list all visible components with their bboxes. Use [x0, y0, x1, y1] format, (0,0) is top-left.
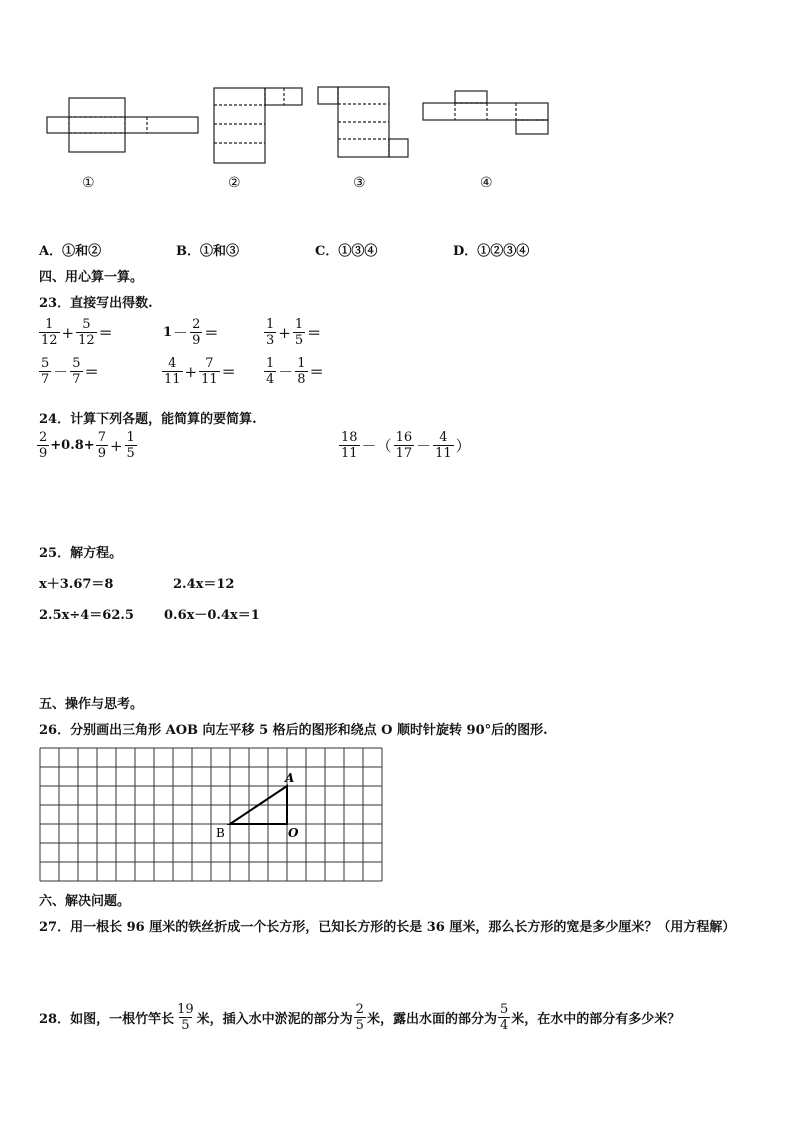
cube-nets-figure — [0, 0, 794, 200]
fraction: $\frac{5}{7}$ — [41, 356, 50, 387]
fraction: $\frac{19}{5}$ — [177, 1002, 194, 1033]
figure-label-2: ② — [228, 175, 241, 191]
fraction: $\frac{18}{11}$ — [341, 430, 358, 461]
fraction: $\frac{1}{8}$ — [297, 356, 306, 387]
fraction: $\frac{2}{5}$ — [355, 1002, 364, 1033]
figure-label-4: ④ — [480, 175, 493, 191]
fraction: $\frac{1}{3}$ — [266, 317, 275, 348]
choice-c-text: ①③④ — [338, 244, 378, 259]
fraction: $\frac{5}{4}$ — [499, 1002, 509, 1033]
label-o: O — [288, 826, 299, 840]
q26-title: 26．分别画出三角形 AOB 向左平移 5 格后的图形和绕点 O 顺时针旋转 90°后的图形. — [39, 723, 548, 738]
q27-text: 27．用一根长 96 厘米的铁丝折成一个长方形，已知长方形的长是 36 厘米，那么长方形的宽是多少厘米？（用方程解） — [39, 920, 736, 935]
q23-title: 23．直接写出得数. — [39, 296, 153, 311]
choice-b-text: ①和③ — [200, 244, 240, 259]
q28-text — [39, 1002, 680, 1033]
q24-title: 24．计算下列各题，能简算的要简算. — [39, 412, 257, 427]
q25-equation-3: 2.5x÷4＝62.5 — [39, 608, 134, 623]
fraction: $\frac{2}{9}$ — [39, 430, 48, 461]
fraction: $\frac{7}{11}$ — [201, 356, 218, 387]
q25-title: 25．解方程。 — [39, 546, 123, 561]
choice-d-letter: D． — [453, 244, 478, 259]
section-6-title: 六、解决问题。 — [39, 894, 131, 909]
net-2 — [214, 88, 302, 163]
q28-part-3: 米，露出水面的部分为 — [366, 1012, 497, 1027]
fraction: $\frac{4}{11}$ — [435, 430, 452, 461]
section-4-title: 四、用心算一算。 — [39, 270, 144, 285]
grid-lines — [40, 748, 382, 881]
fraction: $\frac{5}{7}$ — [72, 356, 81, 387]
q23-item-3: $\frac{1}{3}$ + $\frac{1}{5}$ ＝ — [266, 317, 322, 348]
fraction: $\frac{4}{11}$ — [164, 356, 181, 387]
label-a: A — [285, 771, 295, 785]
choice-d — [453, 240, 529, 259]
q25-equation-4: 0.6x－0.4x＝1 — [164, 608, 260, 623]
section-5-title: 五、操作与思考。 — [39, 697, 144, 712]
fraction: $\frac{1}{4}$ — [266, 356, 275, 387]
choice-d-text: ①②③④ — [477, 244, 530, 259]
fraction: $\frac{1}{5}$ — [294, 317, 304, 348]
fraction: $\frac{1}{12}$ — [41, 317, 58, 348]
net-4 — [423, 91, 548, 134]
choice-a — [39, 240, 101, 259]
fraction: $\frac{5}{12}$ — [78, 317, 95, 348]
q26-grid-figure — [30, 740, 390, 890]
q25-equation-1: x＋3.67＝8 — [39, 577, 114, 592]
q24-expression-2: $\frac{18}{11}$ －（ $\frac{16}{17}$ － $\frac{4}{11}$ ） — [341, 430, 471, 461]
choice-b-letter: B． — [176, 244, 200, 259]
label-b: B — [216, 826, 225, 840]
q23-item-1: $\frac{1}{12}$ + $\frac{5}{12}$ ＝ — [41, 317, 113, 348]
net-1 — [47, 98, 198, 152]
q28-part-4: 米，在水中的部分有多少米？ — [511, 1012, 681, 1027]
q23-item-2: 1 － $\frac{2}{9}$ ＝ — [163, 317, 219, 348]
q24-expression-1: $\frac{2}{9}$ +0.8+ $\frac{7}{9}$ + $\frac{1}{5}$ — [39, 430, 135, 461]
choice-a-letter: A． — [39, 244, 63, 259]
q25-equation-2: 2.4x＝12 — [173, 577, 235, 592]
q28-part-2: 米，插入水中淤泥的部分为 — [196, 1012, 353, 1027]
q23-item-6: $\frac{1}{4}$ － $\frac{1}{8}$ ＝ — [266, 356, 324, 387]
choice-b — [176, 240, 239, 259]
net-3 — [318, 87, 408, 157]
fraction: $\frac{1}{5}$ — [126, 430, 135, 461]
fraction: $\frac{2}{9}$ — [192, 317, 201, 348]
choice-c — [315, 240, 377, 259]
q23-item-4: $\frac{5}{7}$ － $\frac{5}{7}$ ＝ — [41, 356, 99, 387]
q28-part-1: 28．如图，一根竹竿长 — [39, 1012, 175, 1027]
figure-label-1: ① — [82, 175, 95, 191]
figure-label-3: ③ — [353, 175, 366, 191]
choice-c-letter: C． — [315, 244, 339, 259]
choice-a-text: ①和② — [62, 244, 102, 259]
fraction: $\frac{16}{17}$ — [395, 430, 413, 461]
fraction: $\frac{7}{9}$ — [97, 430, 106, 461]
q23-item-5: $\frac{4}{11}$ + $\frac{7}{11}$ ＝ — [164, 356, 236, 387]
